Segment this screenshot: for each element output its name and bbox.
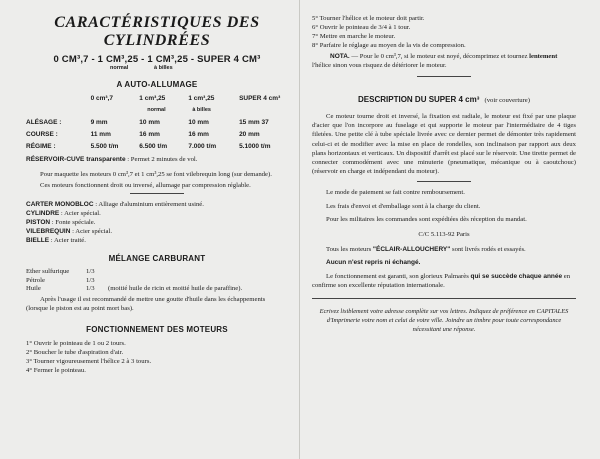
palmares-post: en confirme son excellente réputation internationale. xyxy=(312,273,571,290)
nota-bold: lentement xyxy=(529,53,558,60)
part-vilebrequin xyxy=(26,227,288,236)
spec-cell: 9 mm xyxy=(90,119,108,126)
section-fonctionnement: FONCTIONNEMENT DES MOTEURS xyxy=(86,324,228,334)
right-page xyxy=(300,0,600,459)
spec-header: 0 cm³,7 xyxy=(90,95,114,102)
palmares-bold: chaque année xyxy=(518,273,563,281)
spec-cell: 16 mm xyxy=(188,131,209,138)
spec-row-regime: RÉGIME : 5.500 t/m 6.500 t/m 7.000 t/m 5.1000 t/m xyxy=(26,142,288,154)
spec-cell: 5.500 t/m xyxy=(90,143,119,150)
spec-sub-normal: normal xyxy=(147,107,166,113)
part-label: PISTON xyxy=(26,219,51,226)
brand-name: "ÉCLAIR-ALLOUCHERY" xyxy=(372,246,451,254)
mix-table xyxy=(26,268,242,294)
part-cylindre xyxy=(26,209,288,218)
section-description-title: DESCRIPTION DU SUPER 4 cm³ xyxy=(358,95,480,104)
section-melange: MÉLANGE CARBURANT xyxy=(108,254,206,263)
part-label: CARTER MONOBLOC xyxy=(26,201,94,208)
reservoir-text: : Permet 2 minutes de vol. xyxy=(127,156,198,163)
part-text: : Acier traité. xyxy=(50,237,86,244)
mix-name: Pétrole xyxy=(26,276,45,284)
steps-list-right xyxy=(312,14,576,50)
mix-note: (moitié huile de ricin et moitié huile de paraffine). xyxy=(108,285,243,292)
military-orders: Pour les militaires les commandes sont expédiées dès réception du mandat. xyxy=(326,216,527,224)
models-sub-normal: normal xyxy=(110,65,129,71)
part-piston xyxy=(26,218,288,227)
mix-qty: 1/3 xyxy=(86,276,95,284)
mix-qty: 1/3 xyxy=(86,285,95,292)
part-label: CYLINDRE xyxy=(26,210,60,217)
description-paragraph: Ce moteur tourne droit et inversé, la fixation est radiale, le moteur est fixé par une plaque d'acier que l'on incorpore au fuselage et qui supporte le moteur par l'intermédiaire de 4 tiges filetées. Une petite clé à tube spéciale livrée avec ce dernier permet de démonter très rapidement celui-ci et de modifier avec la mise en place de rondelles, son inclinaison par rapport aux deux plans horizontaux et verticaux. Un dispositif d'arrêt est placé sur le réservoir. Une tirette permet de connecter commodément avec une minuterie (pneumatique, mécanique ou à caoutchouc) (réservoir en charge et indépendant du moteur). xyxy=(312,113,576,176)
row-label: RÉGIME xyxy=(26,143,52,150)
parts-list xyxy=(26,200,288,245)
spec-cell: 6.500 t/m xyxy=(139,143,168,150)
part-text: : Acier spécial. xyxy=(72,228,113,235)
step-item: 7° Mettre en marche le moteur. xyxy=(312,33,396,40)
footer-note: Ecrivez lisiblement votre adresse complète sur vos lettres. Indiquez de préférence en CAPITALES d'Imprimerie votre nom et celui de votre ville. Joindre un timbre pour toute correspondance nécessitant une réponse. xyxy=(319,308,569,334)
compression-paragraph: Ces moteurs fonctionnent droit ou inversé, allumage par compression réglable. xyxy=(40,182,251,189)
postal-account: C/C 5.113-92 Paris xyxy=(418,231,470,239)
payment-mode: Le mode de paiement se fait contre remboursement. xyxy=(326,189,465,197)
guarantee-post: sont livrés rodés et essayés. xyxy=(450,246,526,254)
guarantee-line xyxy=(312,245,576,254)
step-item: 4° Fermer le pointeau. xyxy=(26,366,86,374)
spec-cell: 10 mm xyxy=(139,119,160,126)
divider xyxy=(417,181,471,182)
part-text: : Fonte spéciale. xyxy=(51,219,96,226)
palmares-paragraph xyxy=(312,272,576,290)
nota-end: l'hélice sinon vous risquez de détériorer le moteur. xyxy=(312,62,447,69)
row-label: ALÉSAGE xyxy=(26,119,58,126)
part-carter xyxy=(26,200,288,209)
reservoir-label: RÉSERVOIR-CUVE transparente xyxy=(26,156,126,163)
step-item: 1° Ouvrir le pointeau de 1 ou 2 tours. xyxy=(26,339,126,347)
part-text: : Acier spécial. xyxy=(60,210,101,217)
spec-header: 1 cm³,25 xyxy=(188,95,215,102)
section-description-suffix: (voir couverture) xyxy=(484,97,530,104)
nota-paragraph xyxy=(312,52,576,70)
shipping-fees: Les frais d'envoi et d'emballage sont à la charge du client. xyxy=(326,203,481,211)
mix-name: Ether sulfurique xyxy=(26,268,70,275)
section-auto-allumage: A AUTO-ALLUMAGE xyxy=(116,80,198,89)
section-description xyxy=(312,87,576,106)
spec-header: 1 cm³,25 xyxy=(139,95,166,102)
spec-cell: 5.1000 t/m xyxy=(239,143,271,150)
step-item: 2° Boucher le tube d'aspiration d'air. xyxy=(26,348,124,356)
models-sub xyxy=(26,65,288,72)
nota-text: — Pour le 0 cm³,7, si le moteur est noyé, décomprimez et tournez xyxy=(349,53,530,60)
spec-row-course: COURSE : 11 mm 16 mm 16 mm 20 mm xyxy=(26,130,288,142)
page-title: CARACTÉRISTIQUES DES CYLINDRÉES xyxy=(54,14,260,49)
spec-cell: 16 mm xyxy=(139,131,160,138)
maquette-paragraph: Pour maquette les moteurs 0 cm³,7 et 1 cm³,25 se font vilebrequin long (sur demande). xyxy=(40,171,272,178)
mix-qty: 1/3 xyxy=(86,268,95,275)
palmares-pre: Le fonctionnement est garanti, son glorieux Palmarès xyxy=(326,273,471,281)
footer-rule xyxy=(312,298,576,299)
part-label: VILEBREQUIN xyxy=(26,228,71,235)
no-return-line xyxy=(312,258,576,267)
models-line: 0 CM³,7 - 1 CM³,25 - 1 CM³,25 - SUPER 4 CM³ xyxy=(53,54,261,65)
divider xyxy=(130,193,184,194)
spec-cell: 20 mm xyxy=(239,131,260,138)
spec-cell: 15 mm 37 xyxy=(239,119,269,126)
spec-cell: 11 mm xyxy=(90,131,111,138)
part-label: BIELLE xyxy=(26,237,50,244)
guarantee-pre: Tous les moteurs xyxy=(326,246,373,254)
mix-row xyxy=(26,277,242,286)
palmares-bold: qui se succède xyxy=(470,273,518,281)
models-sub-billes: à billes xyxy=(154,65,173,71)
spec-cell: 10 mm xyxy=(188,119,209,126)
mix-row xyxy=(26,268,242,277)
steps-list-left xyxy=(26,339,288,375)
part-bielle xyxy=(26,236,288,245)
mix-row xyxy=(26,285,242,294)
mix-name: Huile xyxy=(26,285,41,292)
mix-note xyxy=(108,268,242,277)
nota-label: NOTA. xyxy=(330,53,350,60)
spec-header: SUPER 4 cm³ xyxy=(239,95,281,102)
spec-header-row xyxy=(26,94,288,106)
spec-sub-billes: à billes xyxy=(192,107,211,113)
no-return-text: Aucun n'est repris ni échangé. xyxy=(326,259,421,267)
step-item: 3° Tourner vigoureusement l'hélice 2 à 3 tours. xyxy=(26,357,152,365)
spec-cell: 7.000 t/m xyxy=(188,143,217,150)
step-item: 5° Tourner l'hélice et le moteur doit partir. xyxy=(312,15,425,22)
row-label: COURSE xyxy=(26,131,54,138)
mix-note xyxy=(108,277,242,286)
step-item: 8° Parfaire le réglage au moyen de la vis de compression. xyxy=(312,42,466,49)
divider xyxy=(417,76,471,77)
mix-paragraph: Après l'usage il est recommandé de mettre une goutte d'huile dans les échappements (lorsque le piston est au point mort bas). xyxy=(26,295,266,312)
step-item: 6° Ouvrir le pointeau de 3/4 à 1 tour. xyxy=(312,24,411,31)
spec-row-alesage: ALÉSAGE : 9 mm 10 mm 10 mm 15 mm 37 xyxy=(26,118,288,130)
spec-table xyxy=(26,94,288,154)
part-text: : Alliage d'aluminium entièrement usiné. xyxy=(95,201,204,208)
reservoir-line xyxy=(26,155,288,164)
